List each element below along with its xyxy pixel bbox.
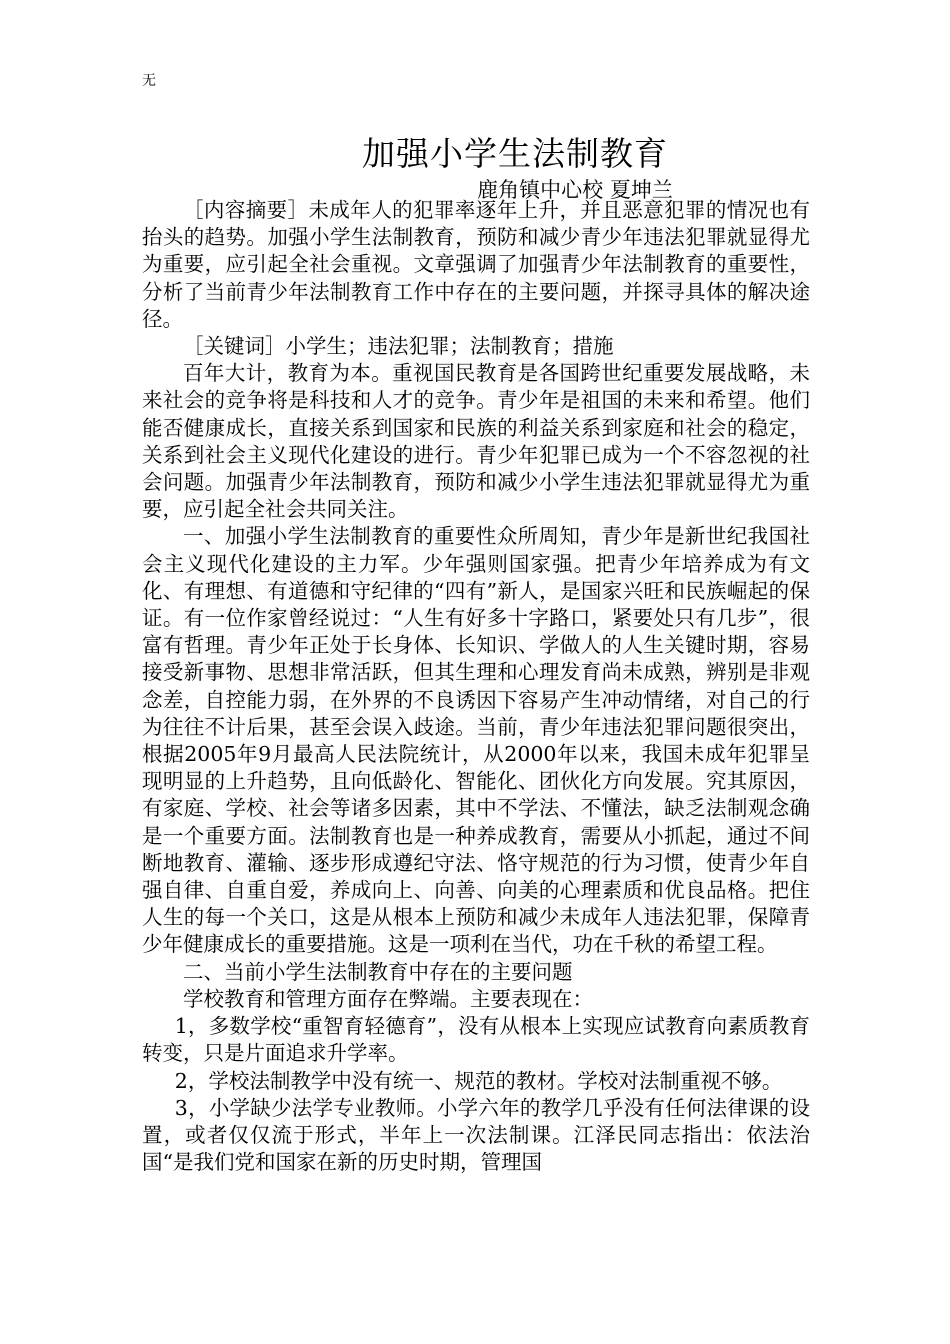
section-two-intro: 学校教育和管理方面存在弊端。主要表现在：: [183, 986, 593, 1011]
header-mark: 无: [142, 73, 156, 89]
document-body: [142, 197, 810, 1176]
list-item: 1，多数学校“重智育轻德育”，没有从根本上实现应试教育向素质教育转变，只是片面追求升学率。: [142, 1014, 810, 1066]
section-two-heading: 二、当前小学生法制教育中存在的主要问题: [183, 959, 573, 984]
list-item: 2，学校法制教学中没有统一、规范的教材。学校对法制重视不够。: [174, 1068, 783, 1093]
keywords-paragraph: ［关键词］小学生；违法犯罪；法制教育；措施: [183, 334, 614, 359]
document-title: 加强小学生法制教育: [362, 134, 668, 173]
abstract-paragraph: ［内容摘要］未成年人的犯罪率逐年上升，并且恶意犯罪的情况也有抬头的趋势。加强小学生法制教育，预防和减少青少年违法犯罪就显得尤为重要，应引起全社会重视。文章强调了加强青少年法制教育的重要性，分析了当前青少年法制教育工作中存在的主要问题，并探寻具体的解决途径。: [142, 198, 810, 331]
section-one-paragraph: 一、加强小学生法制教育的重要性众所周知，青少年是新世纪我国社会主义现代化建设的主力军。少年强则国家强。把青少年培养成为有文化、有理想、有道德和守纪律的“四有”新人，是国家兴旺和民族崛起的保证。有一位作家曾经说过：“人生有好多十字路口，紧要处只有几步”，很富有哲理。青少年正处于长身体、长知识、学做人的人生关键时期，容易接受新事物、思想非常活跃，但其生理和心理发育尚未成熟，辨别是非观念差，自控能力弱，在外界的不良诱因下容易产生冲动情绪，对自己的行为往往不计后果，甚至会误入歧途。当前，青少年违法犯罪问题很突出，根据2005年9月最高人民法院统计，从2000年以来，我国未成年犯罪呈现明显的上升趋势，且向低龄化、智能化、团伙化方向发展。究其原因，有家庭、学校、社会等诸多因素，其中不学法、不懂法，缺乏法制观念确是一个重要方面。法制教育也是一种养成教育，需要从小抓起，通过不间断地教育、灌输、逐步形成遵纪守法、恪守规范的行为习惯，使青少年自强自律、自重自爱，养成向上、向善、向美的心理素质和优良品格。把住人生的每一个关口，这是从根本上预防和减少未成年人违法犯罪，保障青少年健康成长的重要措施。这是一项利在当代，功在千秋的希望工程。: [142, 524, 810, 957]
author-line: 鹿角镇中心校 夏坤兰: [477, 178, 673, 202]
intro-paragraph: 百年大计，教育为本。重视国民教育是各国跨世纪重要发展战略，未来社会的竞争将是科技和人才的竞争。青少年是祖国的未来和希望。他们能否健康成长，直接关系到国家和民族的利益关系到家庭和社会的稳定，关系到社会主义现代化建设的进行。青少年犯罪已成为一个不容忽视的社会问题。加强青少年法制教育，预防和减少小学生违法犯罪就显得尤为重要，应引起全社会共同关注。: [142, 361, 810, 522]
list-item: 3，小学缺少法学专业教师。小学六年的教学几乎没有任何法律课的设置，或者仅仅流于形式，半年上一次法制课。江泽民同志指出：依法治国“是我们党和国家在新的历史时期，管理国: [142, 1095, 810, 1175]
